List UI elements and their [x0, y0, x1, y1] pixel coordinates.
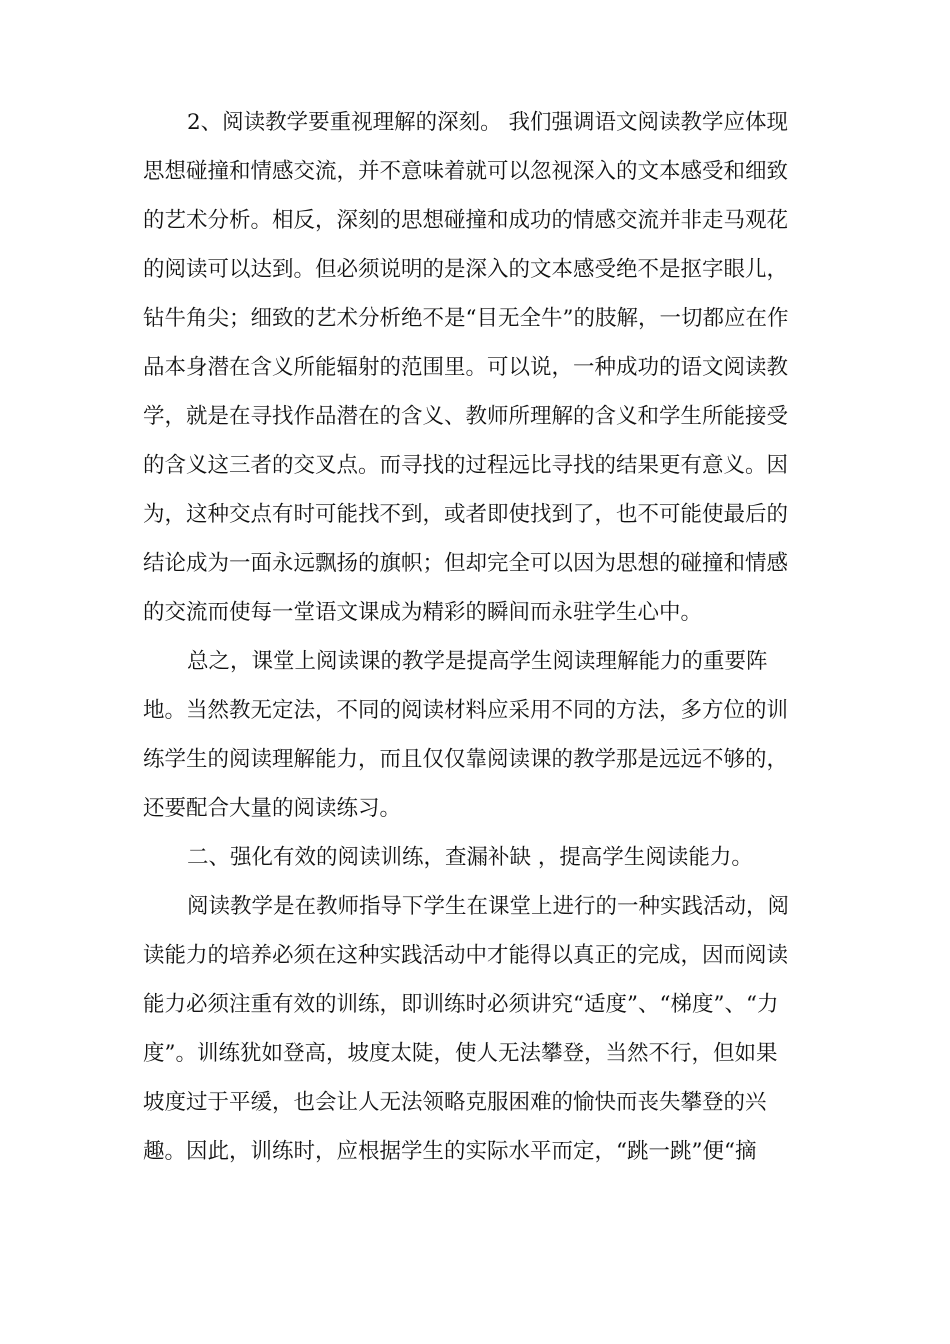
text-line: 总之，课堂上阅读课的教学是提高学生阅读理解能力的重要阵: [187, 649, 768, 674]
text-line: 的艺术分析。相反，深刻的思想碰撞和成功的情感交流并非走马观花: [143, 208, 789, 233]
text-line: 趣。因此，训练时，应根据学生的实际水平而定，“跳一跳”便“摘: [143, 1139, 757, 1164]
text-line: 读能力的培养必须在这种实践活动中才能得以真正的完成，因而阅读: [143, 943, 789, 968]
text-line: 的阅读可以达到。但必须说明的是深入的文本感受绝不是抠字眼儿，: [143, 257, 789, 282]
text-line: 还要配合大量的阅读练习。: [143, 796, 402, 821]
text-line: 度”。训练犹如登高，坡度太陡，使人无法攀登，当然不行，但如果: [143, 1041, 778, 1066]
section-heading: 二、强化有效的阅读训练，查漏补缺 ，提高学生阅读能力。: [187, 845, 753, 870]
text-line: 的含义这三者的交叉点。而寻找的过程远比寻找的结果更有意义。因: [143, 453, 789, 478]
document-body: [143, 98, 818, 1176]
text-line: 练学生的阅读理解能力，而且仅仅靠阅读课的教学那是远远不够的，: [143, 747, 789, 772]
text-line: 坡度过于平缓，也会让人无法领略克服困难的愉快而丧失攀登的兴: [143, 1090, 767, 1115]
text-line: 的交流而使每一堂语文课成为精彩的瞬间而永驻学生心中。: [143, 600, 703, 625]
text-line: 学，就是在寻找作品潜在的含义、教师所理解的含义和学生所能接受: [143, 404, 789, 429]
text-line: 品本身潜在含义所能辐射的范围里。可以说，一种成功的语文阅读教: [143, 355, 789, 380]
text-line: 思想碰撞和情感交流，并不意味着就可以忽视深入的文本感受和细致: [143, 159, 789, 184]
text-line: 能力必须注重有效的训练，即训练时必须讲究“适度”、“梯度”、“力: [143, 992, 779, 1017]
text-line: 结论成为一面永远飘扬的旗帜；但却完全可以因为思想的碰撞和情感: [143, 551, 789, 576]
text-line: 为，这种交点有时可能找不到，或者即使找到了，也不可能使最后的: [143, 502, 789, 527]
text-line: 2、阅读教学要重视理解的深刻。 我们强调语文阅读教学应体现: [187, 110, 789, 135]
text-line: 地。当然教无定法，不同的阅读材料应采用不同的方法，多方位的训: [143, 698, 789, 723]
text-line: 钻牛角尖；细致的艺术分析绝不是“目无全牛”的肢解，一切都应在作: [143, 306, 789, 331]
text-line: 阅读教学是在教师指导下学生在课堂上进行的一种实践活动，阅: [187, 894, 790, 919]
